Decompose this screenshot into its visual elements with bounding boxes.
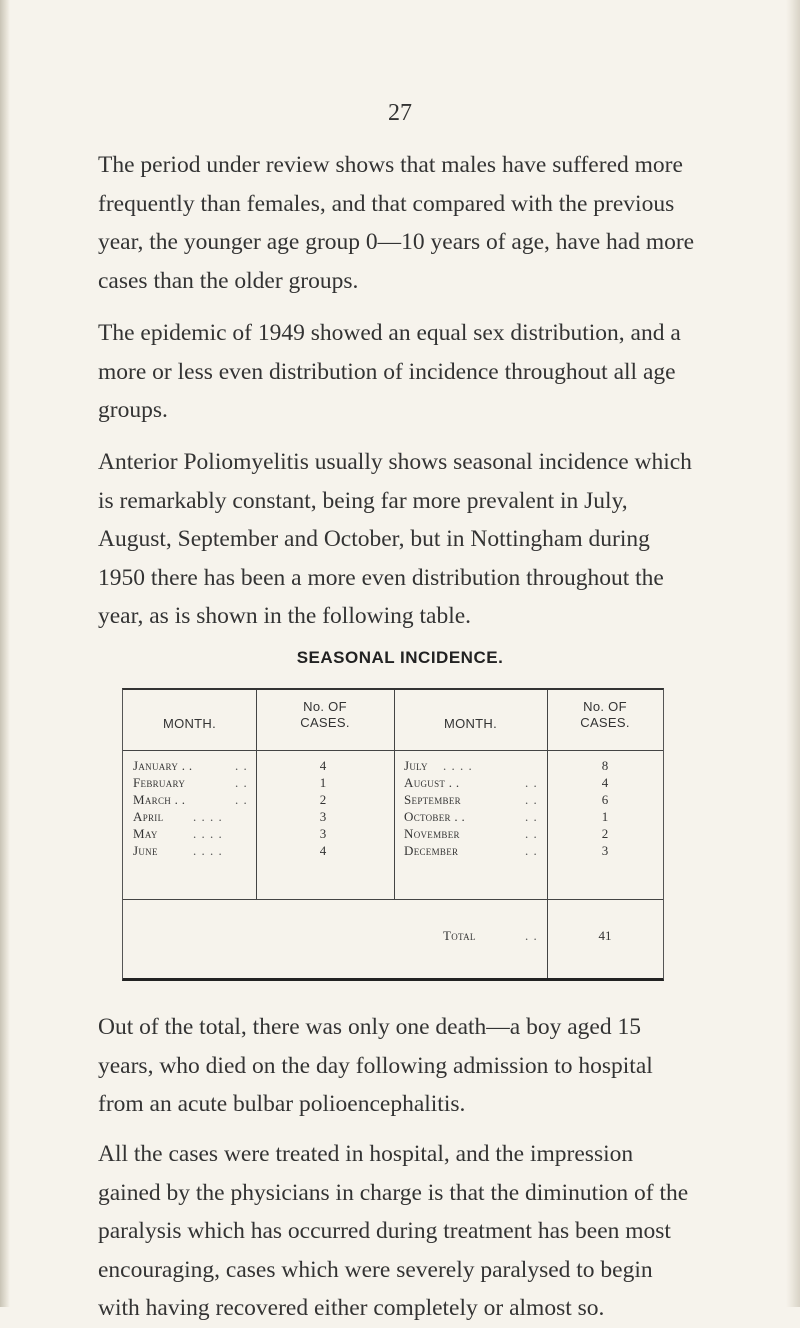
header-cases-left-line1: No. OF — [303, 699, 347, 714]
column-divider — [547, 690, 548, 978]
leader-dots: . . — [235, 775, 248, 790]
month-cell: April — [133, 809, 164, 824]
month-cell: August . . — [404, 775, 460, 790]
total-value: 41 — [598, 928, 612, 943]
total-label: Total — [443, 928, 476, 943]
cases-cell: 3 — [319, 826, 327, 841]
cases-cell: 2 — [601, 826, 609, 841]
cases-cell: 1 — [319, 775, 327, 790]
cases-cell: 1 — [601, 809, 609, 824]
cases-cell: 3 — [601, 843, 609, 858]
leader-dots: . . — [525, 843, 538, 858]
cases-cell: 2 — [319, 792, 327, 807]
month-cell: February — [133, 775, 186, 790]
paragraph-epidemic-1949: The epidemic of 1949 showed an equal sex distribution, and a more or less even distribution of incidence throughout all age groups. — [98, 320, 681, 423]
header-rule — [123, 750, 663, 751]
month-cell: November — [404, 826, 460, 841]
month-cell: June — [133, 843, 158, 858]
paragraph-sex-age: The period under review shows that males have suffered more frequently than females, and that compared with the previous year, the younger age group 0—10 years of age, have had more cases than the older groups. — [98, 152, 695, 294]
leader-dots: . . . . — [443, 758, 473, 773]
paragraph-death: Out of the total, there was only one death—a boy aged 15 years, who died on the day following admission to hospital from an acute bulbar polioencephalitis. — [98, 1014, 653, 1117]
cases-cell: 6 — [601, 792, 609, 807]
month-cell: May — [133, 826, 158, 841]
leader-dots: . . . . — [193, 826, 223, 841]
leader-dots: . . — [525, 792, 538, 807]
header-month-left: MONTH. — [162, 716, 217, 731]
month-cell: January . . — [133, 758, 193, 773]
page-number: 27 — [388, 100, 412, 126]
leader-dots: . . — [525, 775, 538, 790]
paragraph-seasonal: Anterior Poliomyelitis usually shows seasonal incidence which is remarkably constant, being far more prevalent in July, August, September and October, but in Nottingham during 1950 there has been a more even distribution throughout the year, as is shown in the following table. — [98, 449, 692, 629]
cases-cell: 8 — [601, 758, 609, 773]
seasonal-incidence-table — [122, 688, 664, 981]
cases-cell: 3 — [319, 809, 327, 824]
header-cases-right-line2: CASES. — [580, 715, 630, 730]
month-cell: September — [404, 792, 461, 807]
month-cell: December — [404, 843, 459, 858]
month-cell: July — [404, 758, 428, 773]
table-title: SEASONAL INCIDENCE. — [296, 648, 504, 667]
paragraph-treatment: All the cases were treated in hospital, and the impression gained by the physicians in charge is that the diminution of the paralysis which has occurred during treatment has been most encouraging, cases which were severely paralysed to begin with having recovered either completely or almost so. — [98, 1141, 689, 1321]
leader-dots: . . — [525, 826, 538, 841]
leader-dots: . . . . — [193, 843, 223, 858]
leader-dots: . . — [525, 809, 538, 824]
month-cell: March . . — [133, 792, 186, 807]
cases-cell: 4 — [319, 758, 327, 773]
leader-dots: . . — [525, 928, 538, 943]
header-month-right: MONTH. — [443, 716, 498, 731]
leader-dots: . . — [235, 792, 248, 807]
leader-dots: . . . . — [193, 809, 223, 824]
header-cases-left-line2: CASES. — [300, 715, 350, 730]
total-rule — [123, 899, 663, 900]
cases-cell: 4 — [319, 843, 327, 858]
header-cases-right-line1: No. OF — [583, 699, 627, 714]
month-cell: October . . — [404, 809, 466, 824]
leader-dots: . . — [235, 758, 248, 773]
cases-cell: 4 — [601, 775, 609, 790]
